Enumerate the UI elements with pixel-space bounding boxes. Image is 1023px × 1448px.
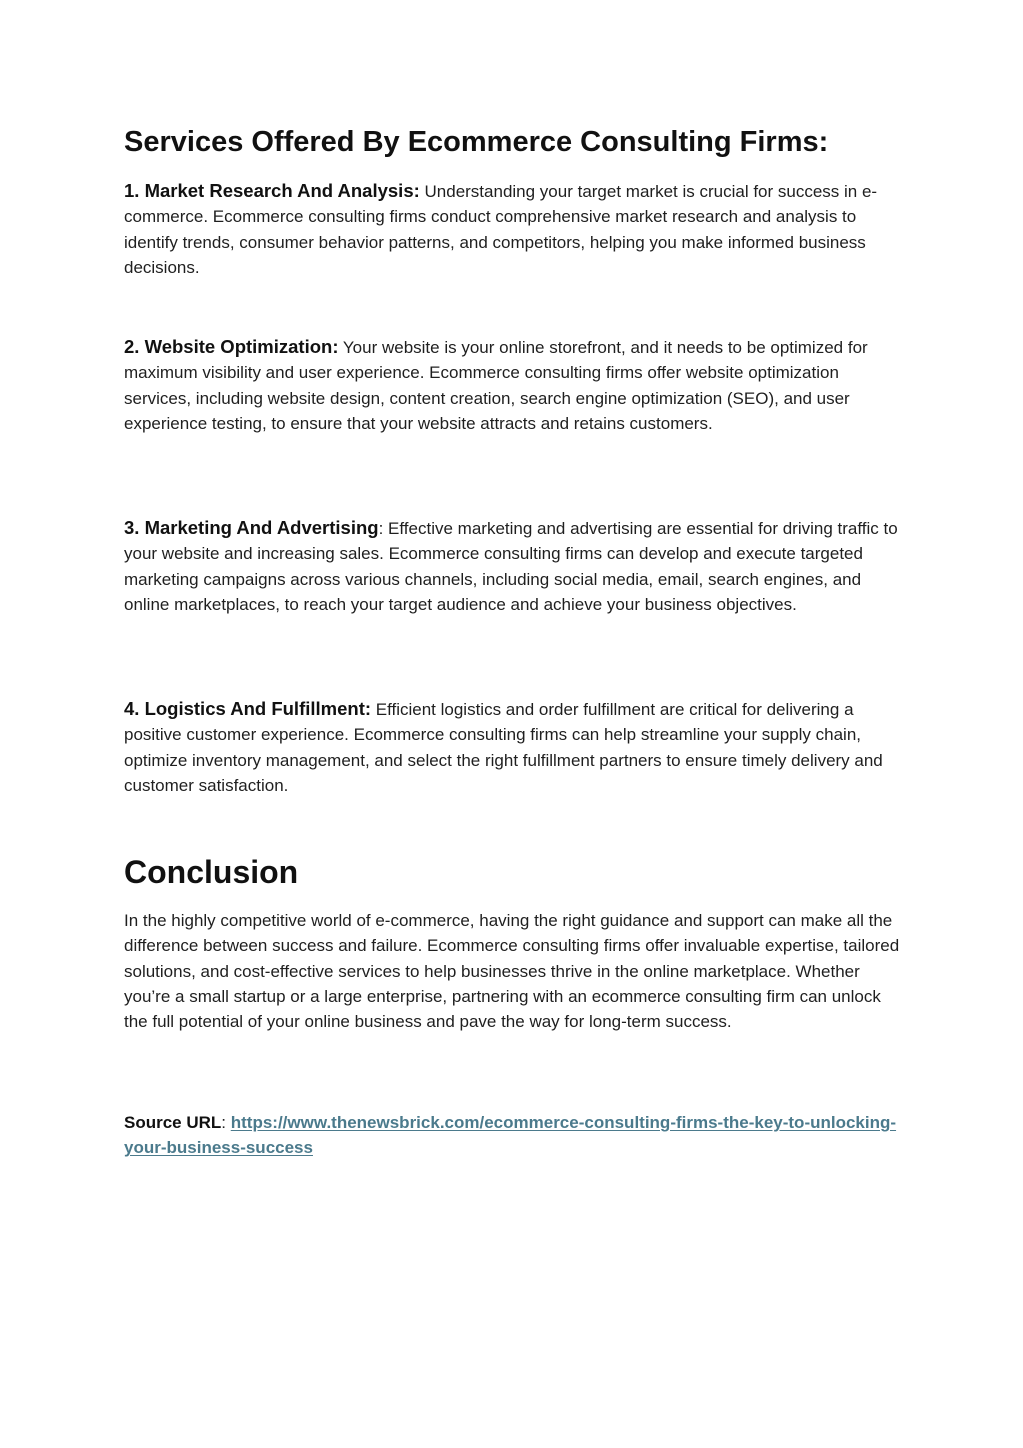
source-line	[124, 1110, 904, 1161]
service-item-market-research	[124, 178, 904, 280]
service-item-website-optimization	[124, 334, 904, 436]
service-item-title: 4. Logistics And Fulfillment:	[124, 698, 372, 719]
service-item-description: Understanding your target market is crucial for success in e-commerce. Ecommerce consulting firms conduct comprehensive market research and analysis to identify trends, consumer behavior patterns, and competitors, helping you make informed business decisions.	[124, 182, 878, 277]
conclusion-heading: Conclusion	[124, 854, 299, 890]
services-heading: Services Offered By Ecommerce Consulting Firms:	[124, 126, 829, 158]
source-separator: :	[221, 1113, 231, 1132]
service-item-separator: :	[378, 519, 384, 538]
service-item-title: 1. Market Research And Analysis:	[124, 180, 420, 201]
conclusion-paragraph: In the highly competitive world of e-commerce, having the right guidance and support can make all the difference between success and failure. Ecommerce consulting firms offer invaluable expertise, tailored solutions, and cost-effective services to help businesses thrive in the online marketplace. Whether you’re a small startup or a large enterprise, partnering with an ecommerce consulting firm can unlock the full potential of your online business and pave the way for long-term success.	[124, 911, 900, 1032]
service-item-description: Your website is your online storefront, and it needs to be optimized for maximum visibility and user experience. Ecommerce consulting firms offer website optimization services, including website design, content creation, search engine optimization (SEO), and user experience testing, to ensure that your website attracts and retains customers.	[124, 338, 868, 433]
service-item-description: Efficient logistics and order fulfillment are critical for delivering a positive customer experience. Ecommerce consulting firms can help streamline your supply chain, optimize inventory management, and select the right fulfillment partners to ensure timely delivery and customer satisfaction.	[124, 700, 883, 795]
service-item-title: 3. Marketing And Advertising	[124, 517, 379, 538]
service-item-description: Effective marketing and advertising are essential for driving traffic to your website and increasing sales. Ecommerce consulting firms can develop and execute targeted marketing campaigns across various channels, including social media, email, search engines, and online marketplaces, to reach your target audience and achieve your business objectives.	[124, 519, 898, 614]
service-item-title: 2. Website Optimization:	[124, 336, 339, 357]
service-item-marketing-advertising	[124, 515, 904, 617]
service-item-logistics-fulfillment	[124, 696, 904, 798]
source-url-link[interactable]: https://www.thenewsbrick.com/ecommerce-consulting-firms-the-key-to-unlocking-your-business-success	[124, 1113, 897, 1158]
source-label: Source URL	[124, 1113, 222, 1132]
